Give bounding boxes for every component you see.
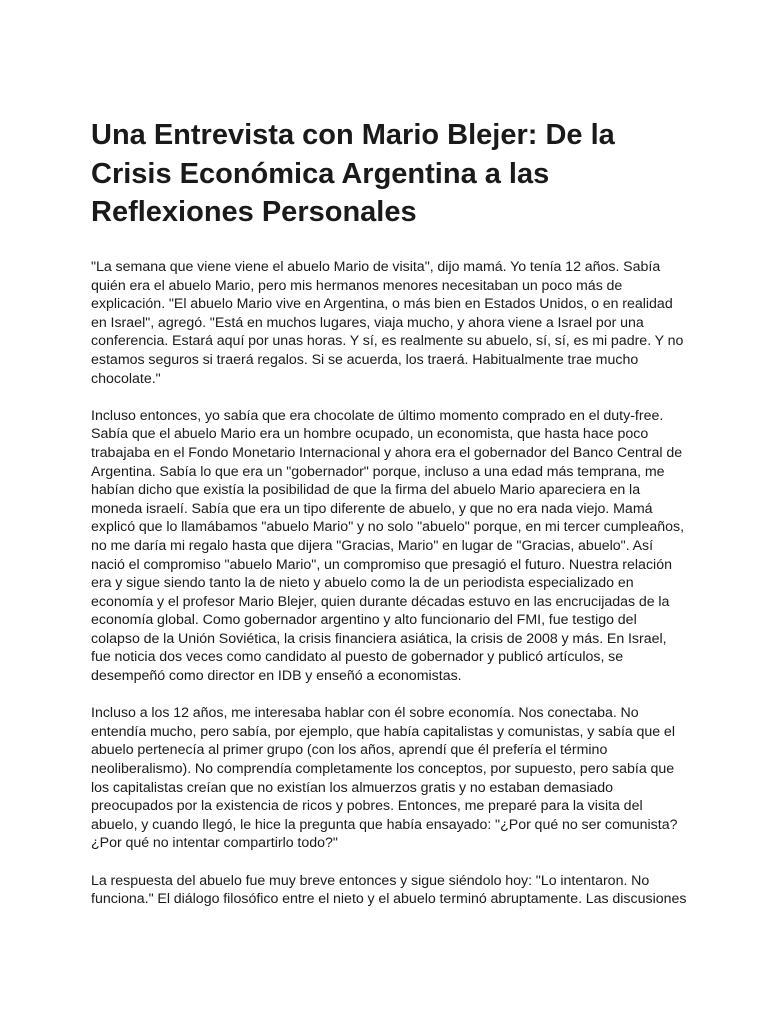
paragraph-3: Incluso a los 12 años, me interesaba hablar con él sobre economía. Nos conectaba. No entendía mucho, pero sabía, por ejemplo, que había capitalistas y comunistas, y sabía que el abuelo pertenecía al primer grupo (con los años, aprendí que él prefería el término neoliberalismo). No comprendía completamente los conceptos, por supuesto, pero sabía que los capitalistas creían que no existían los almuerzos gratis y no estaban demasiado preocupados por la existencia de ricos y pobres. Entonces, me preparé para la visita del abuelo, y cuando llegó, le hice la pregunta que había ensayado: "¿Por qué no ser comunista? ¿Por qué no intentar compartirlo todo?" [91,705,678,852]
paragraph-4: La respuesta del abuelo fue muy breve entonces y sigue siéndolo hoy: "Lo intentaron. No funciona." El diálogo filosófico entre el nieto y el abuelo terminó abruptamente. Las discusiones [91,872,687,908]
paragraph-1: "La semana que viene viene el abuelo Mario de visita", dijo mamá. Yo tenía 12 años. Sabía quién era el abuelo Mario, pero mis hermanos menores necesitaban un poco más de explicación. "El abuelo Mario vive en Argentina, o más bien en Estados Unidos, o en realidad en Israel", agregó. "Está en muchos lugares, viaja mucho, y ahora viene a Israel por una conferencia. Estará aquí por unas horas. Y sí, es realmente su abuelo, sí, sí, es mi padre. Y no estamos seguros si traerá regalos. Si se acuerda, los traerá. Habitualmente trae mucho chocolate." [91,259,684,387]
paragraph-2: Incluso entonces, yo sabía que era chocolate de último momento comprado en el duty-free. Sabía que el abuelo Mario era un hombre ocupado, un economista, que hasta hace poco trabajaba en el Fondo Monetario Internacional y ahora era el gobernador del Banco Central de Argentina. Sabía lo que era un "gobernador" porque, incluso a una edad más temprana, me habían dicho que existía la posibilidad de que la firma del abuelo Mario apareciera en la moneda israelí. Sabía que era un tipo diferente de abuelo, y que no era nada viejo. Mamá explicó que lo llamábamos "abuelo Mario" y no solo "abuelo" porque, en mi tercer cumpleaños, no me daría mi regalo hasta que dijera "Gracias, Mario" en lugar de "Gracias, abuelo". Así nació el compromiso "abuelo Mario", un compromiso que presagió el futuro. Nuestra relación era y sigue siendo tanto la de nieto y abuelo como la de un periodista especializado en economía y el profesor Mario Blejer, quien durante décadas estuvo en las encrucijadas de la economía global. Como gobernador argentino y alto funcionario del FMI, fue testigo del colapso de la Unión Soviética, la crisis financiera asiática, la crisis de 2008 y más. En Israel, fue noticia dos veces como candidato al puesto de gobernador y publicó artículos, se desempeñó como director en IDB y enseñó a economistas. [91,407,685,685]
document-body [91,258,689,927]
document-title: Una Entrevista con Mario Blejer: De la Crisis Económica Argentina a las Reflexiones Personales [91,119,615,228]
